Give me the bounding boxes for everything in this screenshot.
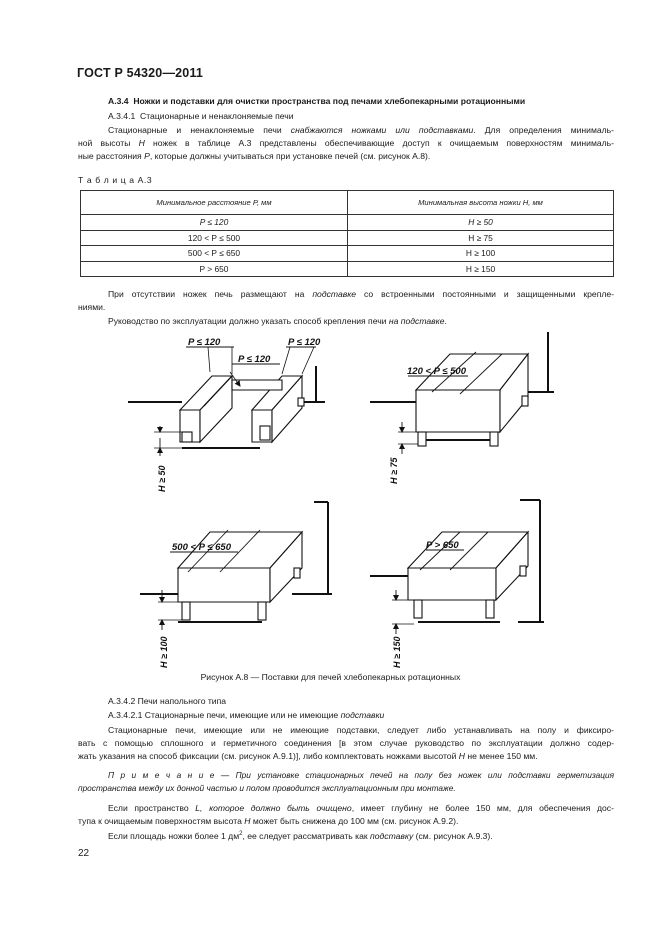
table-cell: 500 < P ≤ 650 bbox=[81, 246, 348, 262]
table-cell: P > 650 bbox=[81, 261, 348, 277]
label-120-p-500: 120 < P ≤ 500 bbox=[407, 366, 467, 377]
table-row bbox=[81, 261, 614, 277]
paragraph-5-line-2: тупа к очищаемым поверхностям высота H может быть снижена до 100 мм (см. рисунок А.9.2). bbox=[78, 816, 459, 826]
figure-a8 bbox=[120, 332, 560, 672]
table-row bbox=[81, 246, 614, 262]
label-p-le-120-b: P ≤ 120 bbox=[288, 337, 321, 348]
panel-oven-h75 bbox=[370, 332, 554, 454]
section-a342-heading: А.3.4.2 Печи напольного типа bbox=[108, 696, 227, 706]
paragraph-1-line-1: Стационарные и ненаклоняемые печи снабжаются ножками или подставками. Для определения минималь- bbox=[108, 125, 615, 135]
note-line-1: П р и м е ч а н и е — При установке стационарных печей на полу без ножек или подставки герметизация bbox=[108, 770, 614, 780]
standard-header: ГОСТ Р 54320—2011 bbox=[77, 66, 204, 80]
page-number: 22 bbox=[78, 848, 90, 859]
table-header-cell: Минимальная высота ножки H, мм bbox=[348, 191, 614, 215]
paragraph-2-line-2: ниями. bbox=[78, 302, 106, 312]
panel-oven-h150 bbox=[370, 500, 544, 634]
table-row bbox=[81, 230, 614, 246]
figure-caption: Рисунок А.8 — Поставки для печей хлебопекарных ротационных bbox=[200, 672, 461, 682]
label-p-le-120-c: P ≤ 120 bbox=[238, 354, 271, 365]
paragraph-6: Если площадь ножки более 1 $дм^2$, ее следует рассматривать как подставку (см. рисунок А.9.3). bbox=[108, 830, 493, 841]
subsection-a3421: А.3.4.2.1 Стационарные печи, имеющие или не имеющие подставки bbox=[108, 710, 385, 720]
table-header-cell: Минимальное расстояние P, мм bbox=[81, 191, 348, 215]
paragraph-1-line-2: ной высоты H ножек в таблице А.3 представлены обеспечивающие доступ к очищаемым поверхностям минималь- bbox=[78, 138, 614, 148]
paragraph-5-line-1: Если пространство L, которое должно быть очищено, имеет глубину не более 150 мм, для обеспечения дос- bbox=[108, 803, 614, 813]
table-row bbox=[81, 215, 614, 231]
paragraph-4-line-3: жать указания на способ фиксации (см. рисунок А.9.1)], либо комплектовать ножками высотой H не менее 150 мм. bbox=[78, 751, 538, 761]
label-h-ge-75: H ≥ 75 bbox=[389, 457, 399, 484]
table-cell: 120 < P ≤ 500 bbox=[81, 230, 348, 246]
paragraph-1-line-3: ные расстояния P, которые должны учитываться при установке печей (см. рисунок А.8). bbox=[78, 151, 431, 161]
table-a3 bbox=[80, 190, 614, 277]
label-h-ge-100: H ≥ 100 bbox=[159, 636, 169, 668]
table-cell: H ≥ 75 bbox=[348, 230, 614, 246]
paragraph-4-line-2: вать с помощью сплошного и герметичного соединения [в этом случае руководство по эксплуатации должно содер- bbox=[78, 738, 614, 748]
table-cell: P ≤ 120 bbox=[81, 215, 348, 231]
label-500-p-650: 500 < P ≤ 650 bbox=[172, 542, 232, 553]
table-cell: H ≥ 50 bbox=[348, 215, 614, 231]
table-cell: H ≥ 100 bbox=[348, 246, 614, 262]
paragraph-4-line-1: Стационарные печи, имеющие или не имеющие подставки, следует либо устанавливать на полу и фиксиро- bbox=[108, 725, 614, 735]
paragraph-2-line-1: При отсутствии ножек печь размещают на подставке со встроенными постоянными и защищенными крепле- bbox=[108, 289, 614, 299]
table-cell: H ≥ 150 bbox=[348, 261, 614, 277]
panel-stand-rails bbox=[128, 347, 325, 456]
label-h-ge-150: H ≥ 150 bbox=[392, 636, 402, 668]
section-a34-heading bbox=[108, 95, 525, 108]
paragraph-3: Руководство по эксплуатации должно указать способ крепления печи на подставке. bbox=[108, 316, 447, 326]
subsection-title: Стационарные и ненаклоняемые печи bbox=[140, 111, 294, 121]
subsection-a341 bbox=[108, 110, 294, 123]
label-p-le-120-a: P ≤ 120 bbox=[188, 337, 221, 348]
figure-a8-drawing bbox=[120, 332, 560, 672]
label-h-ge-50: H ≥ 50 bbox=[157, 465, 167, 492]
section-number: А.3.4 bbox=[108, 96, 129, 106]
subsection-number: А.3.4.1 bbox=[108, 111, 136, 121]
note-line-2: пространства между их донной частью и полом проводится эксплуатационным при монтаже. bbox=[78, 783, 456, 793]
label-p-gt-650: P > 650 bbox=[426, 540, 459, 551]
section-title: Ножки и подставки для очистки пространства под печами хлебопекарными ротационными bbox=[133, 96, 526, 106]
panel-oven-h100 bbox=[140, 502, 332, 630]
table-caption: Т а б л и ц а А.3 bbox=[78, 175, 153, 185]
